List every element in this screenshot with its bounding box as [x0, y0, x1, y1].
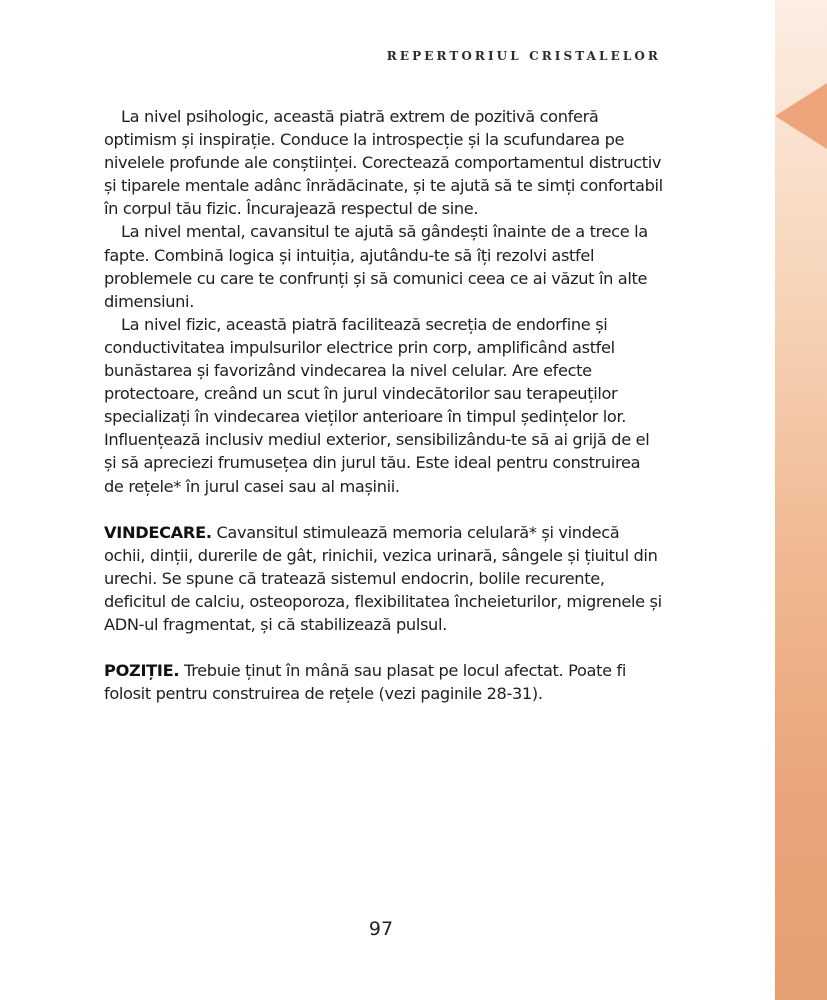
pozitie-label: POZIȚIE.: [104, 661, 180, 681]
vindecare-text: Cavansitul stimulează memoria celulară* și vindecă ochii, dinții, durerile de gât, rinichii, vezica urinară, sângele și țiuitul din urechi. Se spune că tratează sistemul endocrin, bolile recurente, deficitul de calciu, osteoporoza, flexibilitatea încheieturilor, migrenele și ADN-ul fragmentat, și că stabilizează pulsul.: [104, 522, 662, 634]
paragraph-physical: La nivel fizic, această piatră facilitează secreția de endorfine și conductivitatea impulsurilor electrice prin corp, amplificând astfel bunăstarea și favorizând vindecarea la nivel celular. Are efecte protectoare, creând un scut în jurul vindecătorilor sau terapeuților specializați în vindecarea vieților anterioare în timpul ședințelor lor. Influențează inclusiv mediul exterior, sensibilizându-te să ai grijă de el și să apreciezi frumusețea din jurul tău. Este ideal pentru construirea de rețele* în jurul casei sau al mașinii.: [104, 314, 650, 496]
page-number: 97: [368, 918, 394, 940]
body-text: [104, 105, 664, 705]
paragraph-psychological: La nivel psihologic, această piatră extrem de pozitivă conferă optimism și inspirație. Conduce la introspecție și la scufundarea pe nivelele profunde ale conștiinței. Corectează comportamentul distructiv și tiparele mentale adânc înrădăcinate, și te ajută să te simți confortabil în corpul tău fizic. Încurajează respectul de sine.: [104, 107, 663, 219]
vindecare-label: VINDECARE.: [104, 522, 212, 542]
side-tab-triangle: [775, 83, 827, 149]
pozitie-text: Trebuie ținut în mână sau plasat pe locul afectat. Poate fi folosit pentru construirea de rețele (vezi paginile 28-31).: [104, 661, 627, 704]
paragraph-mental: La nivel mental, cavansitul te ajută să gândești înainte de a trece la fapte. Combină logica și intuiția, ajutându-te să îți rezolvi astfel problemele cu care te confrunți și să comunici ceea ce ai văzut în alte dimensiuni.: [104, 222, 648, 311]
running-header: REPERTORIUL CRISTALELOR: [386, 49, 661, 63]
section-vindecare: [104, 521, 664, 636]
section-pozitie: [104, 659, 664, 705]
side-color-strip: [775, 0, 827, 1000]
